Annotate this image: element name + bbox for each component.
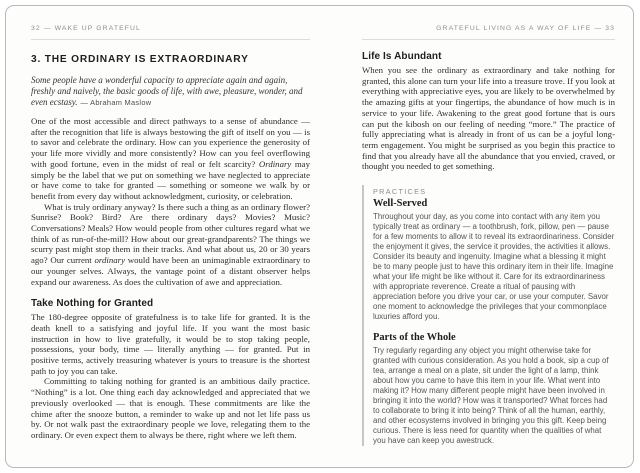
practice-text-parts-of-the-whole: Try regularly regarding any object you might otherwise take for granted with curious consideration. As you hold a book, sip a cup of tea, arrange a meal on a plate, sit under the light of a lamp, think about how you came to have this item in your life. What went into making it? How many different people might have been involved in bringing it into the world? How was it transported? What forces had to collaborate to bring it into being? Think of all the human, earthly, and other ecosystems involved in bringing you this gift. Keep being curious. There is less need for quantity when the qualities of what you have can keep you awestruck. — [373, 346, 609, 446]
body-paragraph-4: Committing to taking nothing for granted is an ambitious daily practice. “Nothing” is a lot. One thing each day acknowledged and appreciated that we previously overlooked — that is enough. These commitments are like the chime after the snooze button, a reminder to wake up and not let life pass us by. Or not walk past the extraordinary people we love, relegating them to the ordinary. Or even expect them to always be there, right where we left them. — [31, 376, 310, 440]
paragraph-text: One of the most accessible and direct pathways to a sense of abundance — after the recognition that life is always bestowing the gift of itself on you — is to savor and celebrate the ordinary. How can you experience the generosity of your life more vividly and more consistently? How can you feel overflowing with good fortune, even in the midst of real or felt scarcity? — [31, 116, 310, 169]
section-heading-life-is-abundant: Life Is Abundant — [362, 51, 442, 62]
epigraph-attribution: — Abraham Maslow — [80, 98, 152, 107]
body-paragraph-2 — [31, 202, 310, 288]
italic-word: Ordinary — [258, 158, 292, 169]
running-header-left: 32 — WAKE UP GRATEFUL — [31, 25, 141, 32]
body-paragraph-1 — [31, 116, 310, 202]
practices-label: PRACTICES — [373, 187, 427, 197]
epigraph — [31, 75, 310, 108]
running-header-right: GRATEFUL LIVING AS A WAY OF LIFE — 33 — [436, 25, 615, 32]
epigraph-quote: Some people have a wonderful capacity to appreciate again and again, freshly and naively, the basic goods of life, with awe, pleasure, wonder, and even ecstasy. — [31, 75, 303, 107]
practice-title-well-served: Well-Served — [373, 198, 428, 210]
paragraph-text: would have been an unimaginable extraordinary to our younger selves. Always, the vantage point of a distant observer helps expand our awareness. As does the cultivation of awe and appreciation. — [31, 255, 310, 287]
practice-title-parts-of-the-whole: Parts of the Whole — [373, 332, 456, 344]
header-rule-left — [31, 39, 310, 40]
header-rule-right — [362, 39, 615, 40]
left-page — [31, 6, 310, 441]
italic-word: ordinary — [94, 255, 125, 266]
section-heading-take-nothing-for-granted: Take Nothing for Granted — [31, 298, 154, 310]
body-paragraph-abundant: When you see the ordinary as extraordinary and take nothing for granted, this alone can turn your life into a treasure trove. If you look at everything with appreciative eyes, you are likely to be overwhelmed by the amazing gifts at your fingertips, the abundance of how much is in service to your life. Awakening to the great good fortune that is ours can put the kibosh on our feeling of needing “more.” The practice of fully appreciating what is already in front of us can be a joyful long-term engagement. You might be surprised as you begin this practice to find that you already have all the abundance that you envied, craved, or thought you needed to get something. — [362, 65, 615, 172]
practices-block — [362, 185, 615, 446]
paragraph-text: may simply be the label that we put on something we have neglected to appreciate or have come to take for granted — something or someone we walk by or benefit from every day without acknowledgment, curiosity, or celebration. — [31, 158, 310, 201]
book-page-frame — [5, 5, 634, 468]
body-paragraph-3: The 180-degree opposite of gratefulness is to take life for granted. It is the death knell to a satisfying and joyful life. If you want the most basic instruction in how to live gratefully, it would be to stop taking people, possessions, your body, time — literally anything — for granted. Put in positive terms, actively treasuring whatever is yours to treasure is the shortest path to joy you can take. — [31, 312, 310, 376]
practice-text-well-served: Throughout your day, as you come into contact with any item you typically treat as ordinary — a toothbrush, fork, pillow, pen — pause for a few moments to allow it to reveal its extraordinariness. Consider the enjoyment it gives, the service it provides, the activities it allows. Consider its beauty and ingenuity. Imagine what a blessing it might be to many people just to have this ordinary item in their life. Imagine what your life might be like without it. Care for its extraordinariness with appropriate reverence. Create a ritual of pausing with appreciation before you drive your car, or use your computer. Savor one moment to acknowledge the privileges that your commonplace luxuries afford you. — [373, 212, 615, 322]
chapter-title: 3. THE ORDINARY IS EXTRAORDINARY — [31, 54, 249, 65]
paragraph-text: What is truly ordinary anyway? Is there such a thing as an ordinary flower? Sunrise? Book? Bird? Are there ordinary days? Movies? Music? Conversations? Meals? How would people from other cultures regard what we think of as run-of-the-mill? How about our great-grandparents? The things we scurry past might stop them in their tracks. And what about us, 20 or 30 years ago? Our current — [31, 201, 310, 266]
right-page — [362, 6, 615, 446]
